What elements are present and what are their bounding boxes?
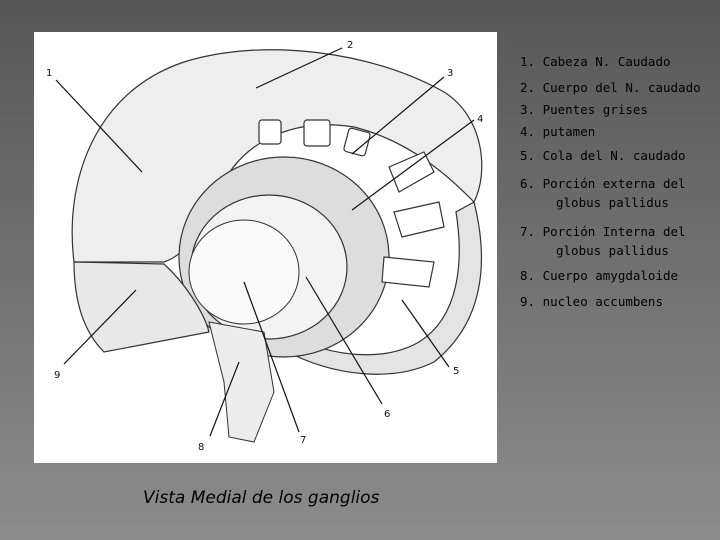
legend-item-1: 1. Cabeza N. Caudado: [520, 54, 671, 69]
figure-caption: Vista Medial de los ganglios: [143, 488, 380, 508]
callout-3: 3: [447, 68, 454, 79]
callout-5: 5: [453, 366, 460, 377]
legend-item-3: 3. Puentes grises: [520, 102, 648, 117]
legend-item-9: 9. nucleo accumbens: [520, 294, 663, 309]
legend-item-8: 8. Cuerpo amygdaloide: [520, 268, 679, 283]
callout-1: 1: [46, 68, 53, 79]
callout-6: 6: [384, 409, 391, 420]
callout-4: 4: [477, 114, 484, 125]
globus-pallidus-inner: [189, 220, 299, 324]
callout-8: 8: [198, 442, 205, 453]
legend-item-7: 7. Porción Interna del globus pallidus: [520, 224, 686, 258]
legend-item-6: 6. Porción externa del globus pallidus: [520, 176, 686, 210]
callout-2: 2: [347, 40, 354, 51]
basal-ganglia-illustration: [34, 32, 497, 463]
callout-9: 9: [54, 370, 61, 381]
legend-item-4: 4. putamen: [520, 124, 596, 139]
legend-item-5: 5. Cola del N. caudado: [520, 148, 686, 163]
callout-7: 7: [300, 435, 307, 446]
amygdala-shape: [209, 322, 274, 442]
anatomy-figure-panel: [34, 32, 497, 463]
legend-item-2: 2. Cuerpo del N. caudado: [520, 80, 701, 95]
